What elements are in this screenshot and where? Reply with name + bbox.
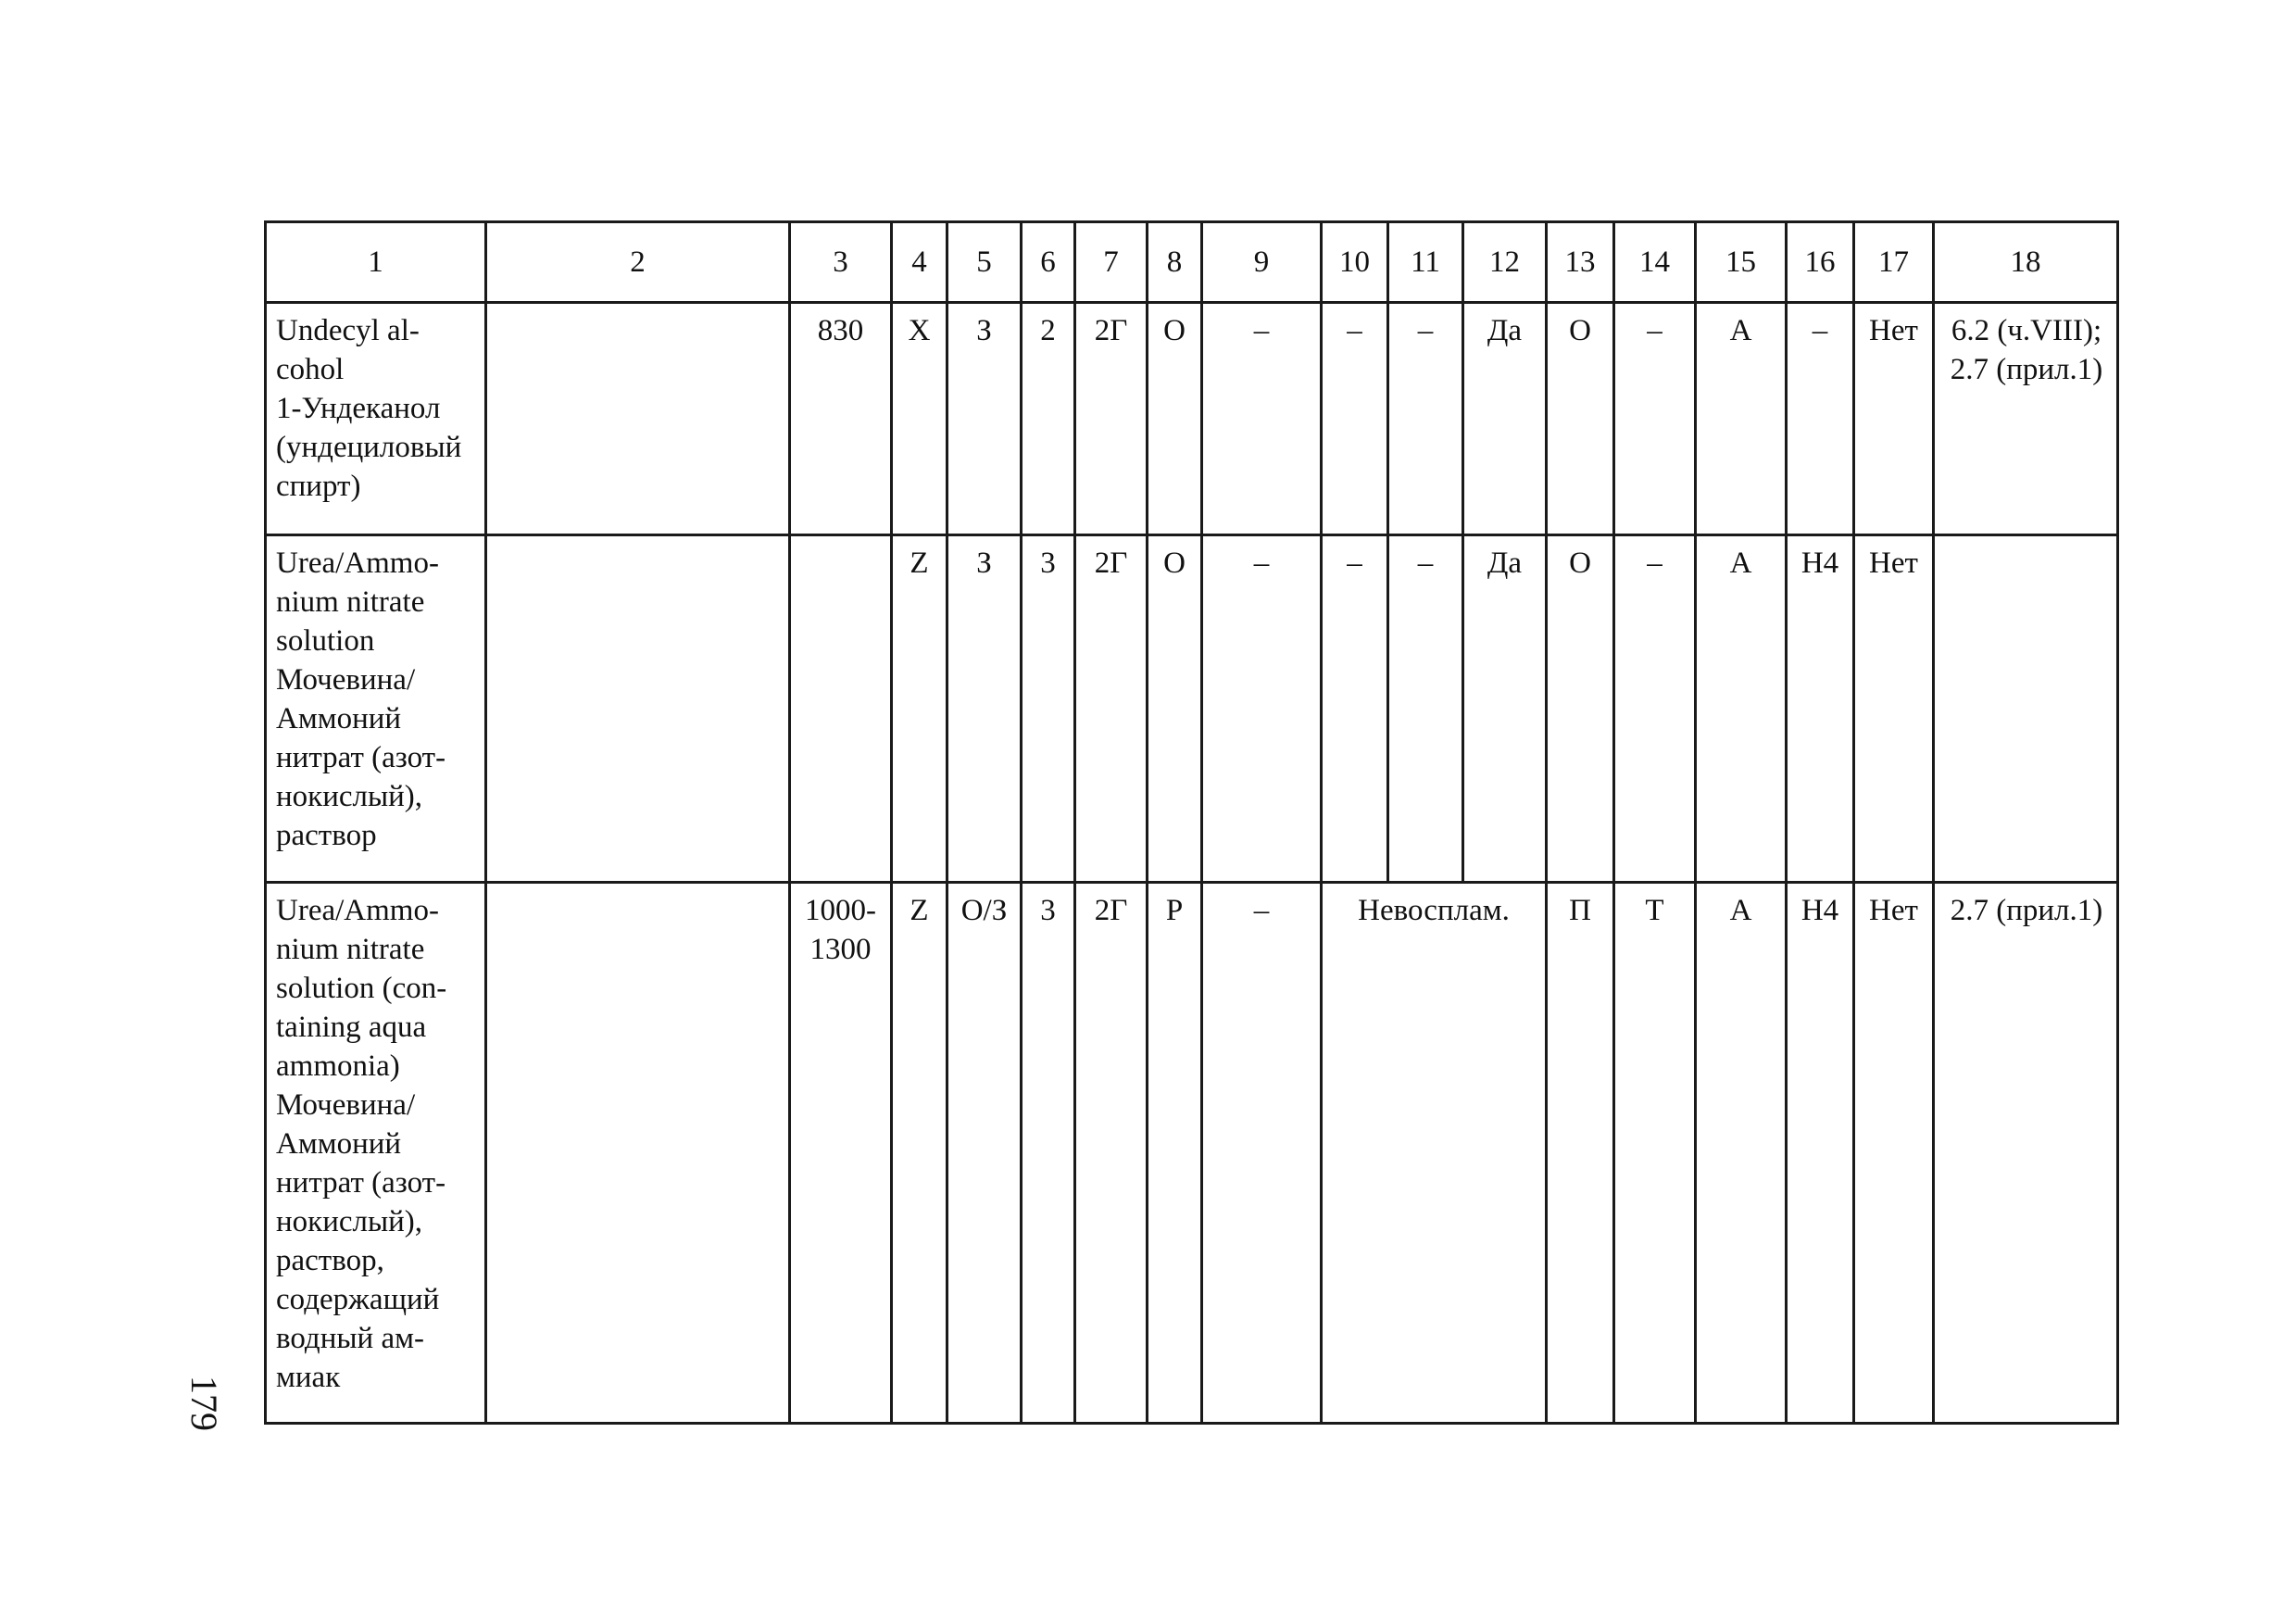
table-cell: 2 xyxy=(1022,303,1075,535)
table-cell: 2Г xyxy=(1075,303,1148,535)
table-cell xyxy=(486,883,790,1424)
table-cell: X xyxy=(892,303,947,535)
table-cell xyxy=(486,303,790,535)
table-cell: – xyxy=(1322,303,1388,535)
table-cell: 3 xyxy=(1022,883,1075,1424)
column-header-7: 7 xyxy=(1075,222,1148,303)
table-cell: – xyxy=(1202,535,1322,883)
column-header-17: 17 xyxy=(1854,222,1934,303)
product-name-cell: Undecyl al- cohol 1-Ундеканол (ундециловый спирт) xyxy=(266,303,486,535)
table-cell: Да xyxy=(1463,535,1547,883)
table-cell: – xyxy=(1202,883,1322,1424)
column-header-6: 6 xyxy=(1022,222,1075,303)
column-header-14: 14 xyxy=(1614,222,1696,303)
table-cell: Z xyxy=(892,883,947,1424)
table-cell: 1000- 1300 xyxy=(790,883,892,1424)
product-name-cell: Urea/Ammo- nium nitrate solution (con- taining aqua ammonia) Мочевина/ Аммоний нитрат (азот- нокислый), раствор, содержащий водный ам- миак xyxy=(266,883,486,1424)
header-row xyxy=(266,222,2118,303)
table-cell: О/З xyxy=(947,883,1022,1424)
table-cell: – xyxy=(1322,535,1388,883)
table-cell: А xyxy=(1696,303,1787,535)
column-header-16: 16 xyxy=(1787,222,1854,303)
table-row xyxy=(266,535,2118,883)
column-header-10: 10 xyxy=(1322,222,1388,303)
column-header-18: 18 xyxy=(1934,222,2118,303)
table-cell: Р xyxy=(1148,883,1202,1424)
table-cell: О xyxy=(1148,535,1202,883)
table-row xyxy=(266,303,2118,535)
table-cell: Нет xyxy=(1854,883,1934,1424)
column-header-1: 1 xyxy=(266,222,486,303)
table-cell: П xyxy=(1547,883,1614,1424)
table-cell xyxy=(790,535,892,883)
reference-cell: 2.7 (прил.1) xyxy=(1934,883,2118,1424)
table-cell: – xyxy=(1202,303,1322,535)
table-cell: – xyxy=(1787,303,1854,535)
page-number: 179 xyxy=(183,1376,225,1431)
table-cell: З xyxy=(947,535,1022,883)
table-cell: Т xyxy=(1614,883,1696,1424)
table-cell: Н4 xyxy=(1787,535,1854,883)
column-header-2: 2 xyxy=(486,222,790,303)
table-cell: Нет xyxy=(1854,303,1934,535)
table-cell: З xyxy=(947,303,1022,535)
column-header-12: 12 xyxy=(1463,222,1547,303)
table-cell: А xyxy=(1696,535,1787,883)
table-cell: Н4 xyxy=(1787,883,1854,1424)
reference-cell xyxy=(1934,535,2118,883)
table-row xyxy=(266,883,2118,1424)
table-cell: О xyxy=(1547,535,1614,883)
column-header-9: 9 xyxy=(1202,222,1322,303)
table-cell: 2Г xyxy=(1075,535,1148,883)
cargo-properties-table xyxy=(264,220,2119,1425)
table-cell: – xyxy=(1388,535,1463,883)
reference-cell: 6.2 (ч.VIII); 2.7 (прил.1) xyxy=(1934,303,2118,535)
column-header-3: 3 xyxy=(790,222,892,303)
table-cell: О xyxy=(1547,303,1614,535)
merged-cell-flammability: Невосплам. xyxy=(1322,883,1547,1424)
column-header-15: 15 xyxy=(1696,222,1787,303)
column-header-11: 11 xyxy=(1388,222,1463,303)
table-cell: Нет xyxy=(1854,535,1934,883)
table-cell: 2Г xyxy=(1075,883,1148,1424)
table-cell xyxy=(486,535,790,883)
table-cell: А xyxy=(1696,883,1787,1424)
table-cell: 830 xyxy=(790,303,892,535)
table-cell: Z xyxy=(892,535,947,883)
table-cell: О xyxy=(1148,303,1202,535)
column-header-13: 13 xyxy=(1547,222,1614,303)
table-cell: Да xyxy=(1463,303,1547,535)
table-cell: – xyxy=(1388,303,1463,535)
column-header-5: 5 xyxy=(947,222,1022,303)
product-name-cell: Urea/Ammo- nium nitrate solution Мочевина/ Аммоний нитрат (азот- нокислый), раствор xyxy=(266,535,486,883)
column-header-4: 4 xyxy=(892,222,947,303)
table-cell: 3 xyxy=(1022,535,1075,883)
table-cell: – xyxy=(1614,535,1696,883)
column-header-8: 8 xyxy=(1148,222,1202,303)
table-cell: – xyxy=(1614,303,1696,535)
